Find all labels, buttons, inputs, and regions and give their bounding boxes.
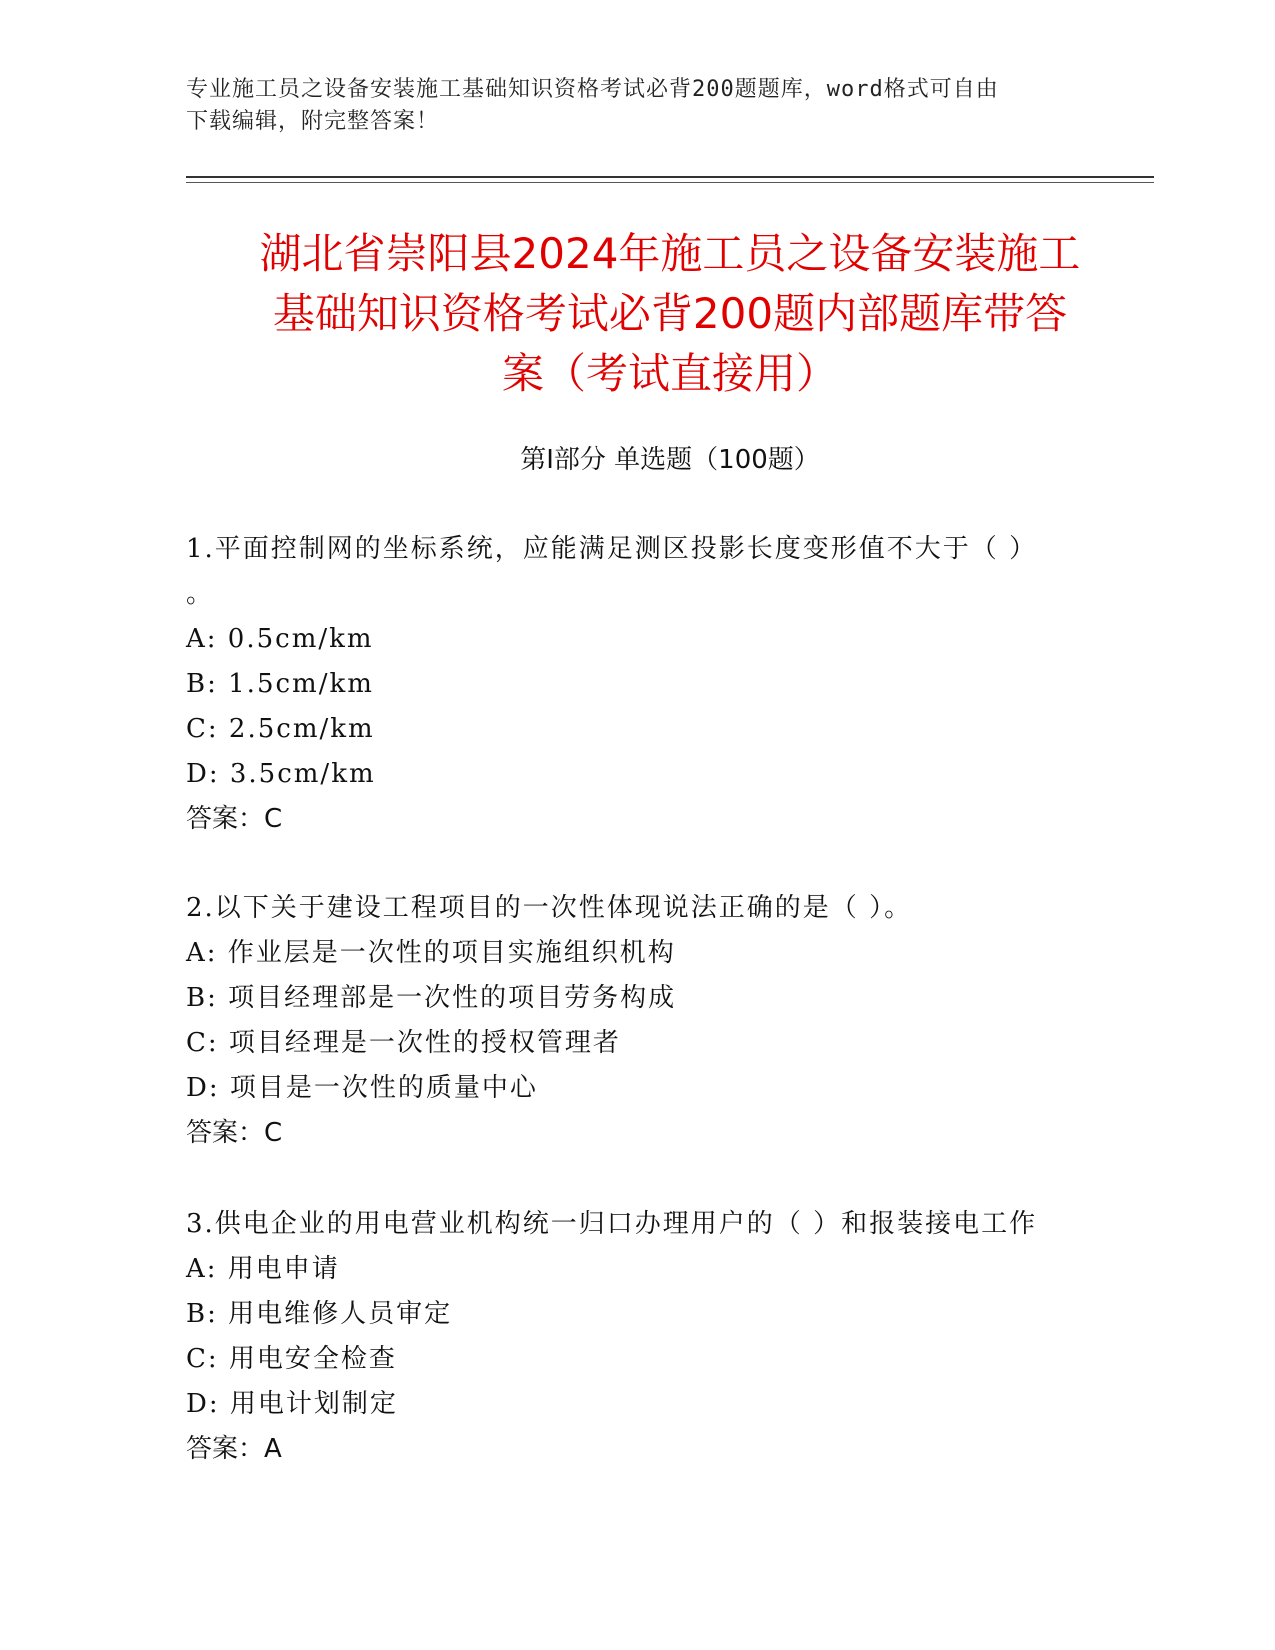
intro-line-1: 专业施工员之设备安装施工基础知识资格考试必背200题题库，word格式可自由 <box>186 77 999 102</box>
option-b: B: 1.5cm/km <box>186 669 374 699</box>
section-heading: 第Ⅰ部分 单选题（100题） <box>520 445 820 475</box>
option-d: D: 用电计划制定 <box>186 1389 398 1419</box>
header-rule-thick <box>186 176 1154 178</box>
document-title <box>170 224 1170 404</box>
option-a: A: 0.5cm/km <box>186 624 374 654</box>
option-a: A: 作业层是一次性的项目实施组织机构 <box>186 938 676 968</box>
answer: 答案：C <box>186 1118 283 1148</box>
option-a: A: 用电申请 <box>186 1254 340 1284</box>
header-rule-thin <box>186 182 1154 183</box>
question-stem: 1.平面控制网的坐标系统，应能满足测区投影长度变形值不大于（ ） <box>186 534 1038 564</box>
question-stem: 2.以下关于建设工程项目的一次性体现说法正确的是（ ）。 <box>186 893 913 923</box>
question-2 <box>186 886 1086 1156</box>
option-c: C: 用电安全检查 <box>186 1344 397 1374</box>
title-line-2: 基础知识资格考试必背200题内部题库带答 <box>272 289 1068 338</box>
option-d: D: 3.5cm/km <box>186 759 376 789</box>
title-line-1: 湖北省崇阳县2024年施工员之设备安装施工 <box>259 229 1081 278</box>
intro-line-2: 下载编辑，附完整答案！ <box>186 109 440 134</box>
option-b: B: 项目经理部是一次性的项目劳务构成 <box>186 983 677 1013</box>
question-3 <box>186 1202 1086 1472</box>
intro-text <box>186 74 1086 138</box>
answer: 答案：A <box>186 1434 282 1464</box>
option-c: C: 项目经理是一次性的授权管理者 <box>186 1028 621 1058</box>
question-stem-continuation: 。 <box>186 579 215 609</box>
question-stem: 3.供电企业的用电营业机构统一归口办理用户的（ ）和报装接电工作 <box>186 1209 1038 1239</box>
question-1 <box>186 527 1086 842</box>
option-d: D: 项目是一次性的质量中心 <box>186 1073 538 1103</box>
title-line-3: 案（考试直接用） <box>501 349 838 398</box>
option-c: C: 2.5cm/km <box>186 714 375 744</box>
option-b: B: 用电维修人员审定 <box>186 1299 453 1329</box>
answer: 答案：C <box>186 804 283 834</box>
